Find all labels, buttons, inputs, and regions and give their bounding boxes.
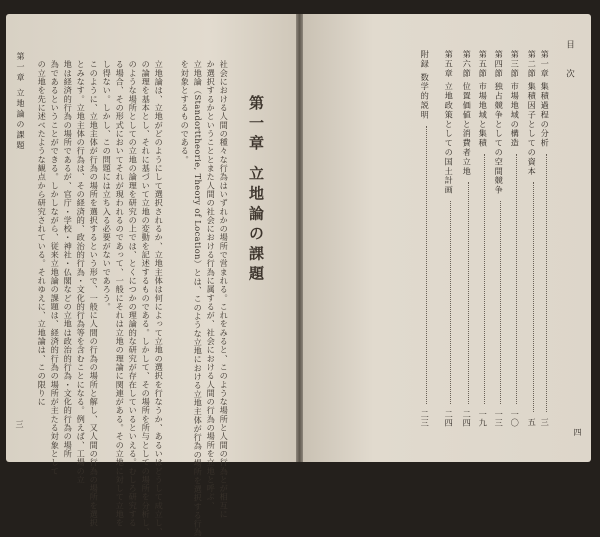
body-line: し得ない。しかし、この問題には立ち入る必要がないであろう。 — [102, 60, 113, 311]
body-line: とみなす。立地主体の行為は、その経済的、政治的行為・文化的行為等を含むことになる。例えば、工場の立 — [76, 60, 87, 484]
toc-item-label: 第五章 立地政策としての国土計画 — [444, 50, 455, 195]
toc-item-page: 三 — [540, 417, 551, 426]
body-line: の立地を先に述べたような観点から研究されている。それゆえに、立地論は、この限りに — [37, 60, 48, 406]
toc-leader-dots — [450, 201, 451, 404]
toc-item[interactable] — [420, 50, 434, 426]
toc-leader-dots — [500, 201, 501, 404]
toc-item[interactable] — [494, 50, 508, 426]
toc-item-label: 第二節 集積因子としての資本 — [527, 50, 538, 177]
toc-title: 目 次 — [564, 40, 575, 87]
body-line: のような場所としての立地の論理を研究の上では、とくにつかの理論的な研究が存在しているといえる。むしろ研究する — [128, 60, 139, 528]
toc-item-label: 附録 数学的説明 — [420, 50, 431, 120]
toc-item-page: 一〇 — [510, 409, 521, 426]
body-line: 立地論（Standorttheorie, Theory of Location）とは、このような立地における立地主体が行為の場所を選択する行為 — [193, 60, 204, 537]
body-line: の論理を基本とし、それに基づいて立地の変動を記述するものである。しかして、その場所を所与としての場所を分析し、 — [141, 60, 152, 536]
body-line: このように、立地主体が行為の場所を選択するという形で、一般に人間の行為の場所と解し、又人間の行為の場所を選択 — [89, 60, 100, 528]
body-line: る場合、その形式においてそれが現われるのであって、一般にそれは立地の理論に関連がある。その立地に対して立地を — [115, 60, 126, 528]
toc-item-page: 二四 — [444, 409, 455, 426]
toc-item-label: 第三節 市場地域の構造 — [510, 50, 521, 148]
chapter-title: 第一章 立地論の課題 — [247, 95, 265, 286]
toc-item-label: 第六節 位置価値と消費者立地 — [462, 50, 473, 177]
body-line: を対象とするものである。 — [180, 60, 191, 164]
toc-item[interactable] — [540, 50, 554, 426]
toc-leader-dots — [516, 154, 517, 404]
toc-item[interactable] — [510, 50, 524, 426]
toc-item-page: 五 — [527, 417, 538, 426]
toc-item-page: 二四 — [462, 409, 473, 426]
toc-item[interactable] — [527, 50, 541, 426]
toc-item[interactable] — [462, 50, 476, 426]
toc-item[interactable] — [444, 50, 458, 426]
toc-leader-dots — [468, 182, 469, 404]
body-line: 社会における人間の種々な行為はいずれかの場所で営まれる。これをみると、このような場所と人間の行為とが相互に — [219, 60, 230, 519]
toc-item-label: 第四節 独占競争としての空間競争 — [494, 50, 505, 195]
body-line: 為であるということができる。しかしながら、従来立地論の課題は、経済的行為の場所が主たる対象として — [50, 60, 61, 476]
running-head: 第一章 立地論の課題 — [16, 52, 25, 152]
toc-leader-dots — [533, 182, 534, 412]
page-number-right: 四 — [573, 428, 582, 436]
toc-leader-dots — [426, 126, 427, 404]
toc-leader-dots — [546, 154, 547, 412]
toc-item-page: 二三 — [420, 409, 431, 426]
toc-item[interactable] — [478, 50, 492, 426]
toc-item-label: 第五節 市場地域と集積 — [478, 50, 489, 148]
book-gutter — [296, 14, 303, 462]
page-number-left: 三 — [15, 420, 24, 429]
toc-item-page: 一九 — [478, 409, 489, 426]
body-line: 立地論は、立地がどのようにして選択されるか、立地主体は何によって立地の選択を行なうか、あるいはどうして成立し、 — [154, 60, 165, 536]
body-line: 地は経済的行為の場所であるが、官庁・学校・神社・仏閣などの立地は政治的行為・文化的行為の場所 — [63, 60, 74, 458]
body-line: か選択するかということとまた人間の社会における行為に属するが、社会における人間の行為の場所を立地と呼ぶ、 — [206, 60, 217, 510]
toc-item-label: 第一章 集積過程の分析 — [540, 50, 551, 148]
toc-item-page: 一三 — [494, 409, 505, 426]
toc-leader-dots — [484, 154, 485, 404]
